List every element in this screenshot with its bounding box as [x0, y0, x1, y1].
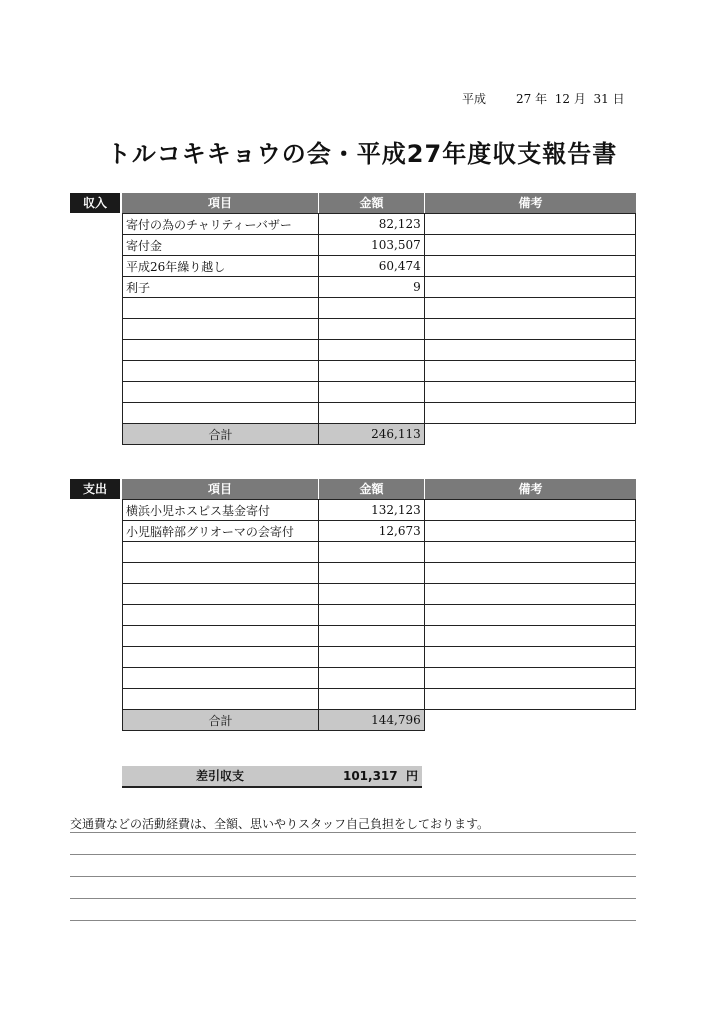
remarks-cell — [424, 542, 635, 563]
expense-label: 支出 — [70, 479, 120, 499]
remarks-cell — [424, 298, 635, 319]
amount-cell — [318, 403, 424, 424]
note-line — [70, 898, 636, 899]
item-cell: 平成26年繰り越し — [123, 256, 319, 277]
total-spacer — [424, 710, 635, 731]
amount-cell — [318, 647, 424, 668]
remarks-cell — [424, 584, 635, 605]
amount-cell: 132,123 — [318, 500, 424, 521]
total-label: 合計 — [123, 424, 319, 445]
table-row — [123, 626, 636, 647]
item-cell — [123, 403, 319, 424]
balance-unit: 円 — [405, 769, 418, 783]
document-title: トルコキキョウの会・平成27年度収支報告書 — [106, 140, 618, 168]
total-amount: 144,796 — [318, 710, 424, 731]
amount-cell: 82,123 — [318, 214, 424, 235]
table-row — [123, 500, 636, 521]
expense-section — [70, 479, 636, 728]
item-cell — [123, 361, 319, 382]
note-line — [70, 920, 636, 921]
footnote: 交通費などの活動経費は、全額、思いやりスタッフ自己負担をしております。 — [70, 817, 490, 831]
table-row — [123, 668, 636, 689]
table-row — [123, 403, 636, 424]
amount-cell — [318, 563, 424, 584]
income-table — [122, 213, 636, 445]
table-row — [123, 542, 636, 563]
table-row — [123, 647, 636, 668]
income-header — [70, 193, 636, 213]
table-row — [123, 298, 636, 319]
remarks-cell — [424, 626, 635, 647]
date-day-unit: 日 — [612, 92, 625, 106]
amount-cell — [318, 382, 424, 403]
date-year: 27 — [516, 92, 532, 106]
amount-cell — [318, 626, 424, 647]
item-cell — [123, 340, 319, 361]
balance-amount: 101,317 — [342, 769, 398, 783]
table-row — [123, 689, 636, 710]
total-amount: 246,113 — [318, 424, 424, 445]
item-cell — [123, 298, 319, 319]
date-era: 平成 — [462, 92, 487, 106]
column-header-item: 項目 — [122, 193, 318, 213]
expense-table — [122, 499, 636, 731]
item-cell — [123, 647, 319, 668]
total-row — [123, 710, 636, 731]
amount-cell: 12,673 — [318, 521, 424, 542]
remarks-cell — [424, 340, 635, 361]
date-month-unit: 月 — [573, 92, 586, 106]
report-date — [462, 90, 632, 108]
remarks-cell — [424, 382, 635, 403]
amount-cell — [318, 605, 424, 626]
item-cell — [123, 605, 319, 626]
remarks-cell — [424, 403, 635, 424]
item-cell — [123, 563, 319, 584]
remarks-cell — [424, 500, 635, 521]
item-cell: 小児脳幹部グリオーマの会寄付 — [123, 521, 319, 542]
amount-cell: 9 — [318, 277, 424, 298]
item-cell: 利子 — [123, 277, 319, 298]
item-cell — [123, 319, 319, 340]
remarks-cell — [424, 668, 635, 689]
remarks-cell — [424, 563, 635, 584]
column-header-item: 項目 — [122, 479, 318, 499]
amount-cell — [318, 584, 424, 605]
remarks-cell — [424, 605, 635, 626]
note-line — [70, 854, 636, 855]
item-cell: 横浜小児ホスピス基金寄付 — [123, 500, 319, 521]
table-row — [123, 563, 636, 584]
total-spacer — [424, 424, 635, 445]
amount-cell — [318, 689, 424, 710]
balance-value — [343, 766, 418, 786]
item-cell — [123, 382, 319, 403]
column-header-remarks: 備考 — [424, 193, 636, 213]
item-cell — [123, 626, 319, 647]
total-row — [123, 424, 636, 445]
remarks-cell — [424, 277, 635, 298]
item-cell: 寄付の為のチャリティーバザー — [123, 214, 319, 235]
amount-cell: 103,507 — [318, 235, 424, 256]
remarks-cell — [424, 647, 635, 668]
table-row — [123, 605, 636, 626]
date-day: 31 — [593, 92, 609, 106]
amount-cell — [318, 298, 424, 319]
item-cell: 寄付金 — [123, 235, 319, 256]
balance-row — [122, 766, 422, 788]
date-month: 12 — [554, 92, 571, 106]
amount-cell — [318, 361, 424, 382]
table-row — [123, 584, 636, 605]
table-row — [123, 256, 636, 277]
table-row — [123, 319, 636, 340]
table-row — [123, 214, 636, 235]
column-header-amount: 金額 — [318, 193, 424, 213]
expense-header — [70, 479, 636, 499]
item-cell — [123, 668, 319, 689]
amount-cell — [318, 340, 424, 361]
income-section — [70, 193, 636, 442]
column-header-remarks: 備考 — [424, 479, 636, 499]
column-header-amount: 金額 — [318, 479, 424, 499]
table-row — [123, 361, 636, 382]
amount-cell: 60,474 — [318, 256, 424, 277]
item-cell — [123, 689, 319, 710]
income-label: 収入 — [70, 193, 120, 213]
remarks-cell — [424, 689, 635, 710]
note-line — [70, 876, 636, 877]
table-row — [123, 382, 636, 403]
item-cell — [123, 584, 319, 605]
total-label: 合計 — [123, 710, 319, 731]
note-line — [70, 832, 636, 833]
table-row — [123, 235, 636, 256]
amount-cell — [318, 542, 424, 563]
balance-label: 差引収支 — [195, 769, 244, 783]
table-row — [123, 340, 636, 361]
table-row — [123, 277, 636, 298]
date-year-unit: 年 — [535, 92, 548, 106]
remarks-cell — [424, 214, 635, 235]
table-row — [123, 521, 636, 542]
remarks-cell — [424, 319, 635, 340]
amount-cell — [318, 668, 424, 689]
remarks-cell — [424, 361, 635, 382]
remarks-cell — [424, 521, 635, 542]
remarks-cell — [424, 256, 635, 277]
remarks-cell — [424, 235, 635, 256]
amount-cell — [318, 319, 424, 340]
item-cell — [123, 542, 319, 563]
